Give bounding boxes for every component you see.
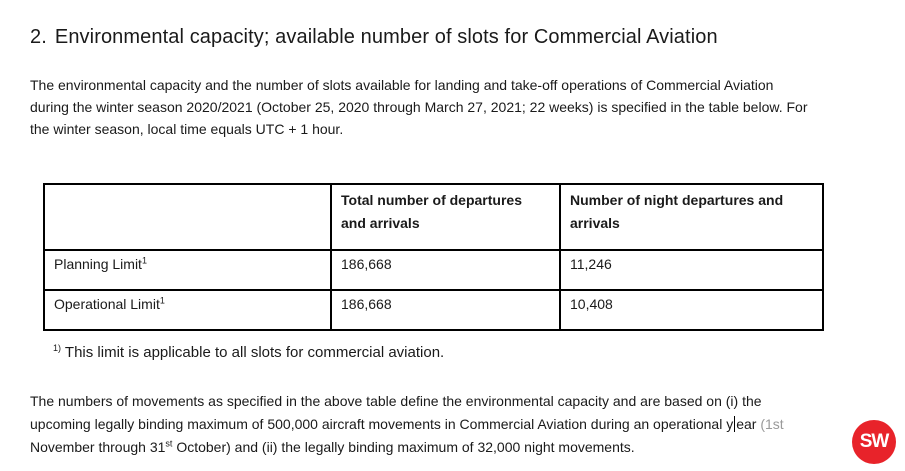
header-cell-night: [560, 184, 823, 250]
header-cell-total: [331, 184, 560, 250]
intro-line: the winter season, local time equals UTC + 1 hour.: [30, 121, 344, 137]
closing-line-3-prefix: November through 31: [30, 439, 166, 455]
row-label: Planning Limit: [54, 256, 142, 272]
footnote-mark: 1: [141, 255, 147, 266]
night-cell: 10,408: [560, 290, 823, 330]
watermark-logo: [852, 420, 896, 464]
night-cell: 11,246: [560, 250, 823, 290]
header-night-line: arrivals: [570, 215, 620, 231]
intro-paragraph: [30, 74, 890, 140]
watermark-logo-text: SW: [859, 431, 889, 452]
closing-line-3-suffix: October) and (ii) the legally binding maximum of 32,000 night movements.: [172, 439, 635, 455]
closing-line-2-faded: (1st: [756, 416, 784, 432]
table-row: [44, 250, 823, 290]
closing-line-2-text: upcoming legally binding maximum of 500,000 aircraft movements in Commercial Aviation during an operational y: [30, 416, 734, 432]
section-title: Environmental capacity; available number of slots for Commercial Aviation: [54, 26, 718, 48]
table-row: [44, 290, 823, 330]
section-number: 2.: [30, 26, 47, 48]
closing-line-2-rest: ear: [736, 416, 757, 432]
closing-line: The numbers of movements as specified in the above table define the environmental capacity and are based on (i) the: [30, 393, 762, 409]
header-total-line: Total number of departures: [341, 192, 522, 208]
row-label-cell: [44, 290, 331, 330]
total-cell: 186,668: [331, 290, 560, 330]
footnote-number: 1): [53, 343, 62, 353]
slots-table: [43, 183, 824, 331]
row-label-cell: [44, 250, 331, 290]
ordinal-suffix: st: [165, 438, 173, 449]
closing-line: [30, 436, 890, 459]
total-cell: 186,668: [331, 250, 560, 290]
intro-line: during the winter season 2020/2021 (October 25, 2020 through March 27, 2021; 22 weeks) is specified in the table below. For: [30, 99, 808, 115]
footnote-mark: 1: [159, 295, 165, 306]
closing-paragraph: [30, 390, 890, 459]
table-header-row: [44, 184, 823, 250]
section-heading: [30, 26, 718, 49]
intro-line: The environmental capacity and the number of slots available for landing and take-off operations of Commercial Aviation: [30, 77, 774, 93]
header-total-line: and arrivals: [341, 215, 420, 231]
row-label: Operational Limit: [54, 296, 160, 312]
closing-line: [30, 413, 890, 436]
header-night-line: Number of night departures and: [570, 192, 784, 208]
table-footnote: [53, 344, 444, 361]
footnote-text: This limit is applicable to all slots for commercial aviation.: [61, 344, 445, 361]
header-cell-empty: [44, 184, 331, 250]
